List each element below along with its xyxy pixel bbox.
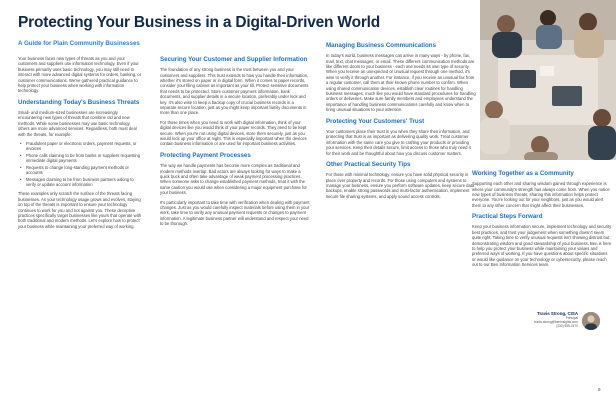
team-meeting-illustration (480, 0, 616, 160)
author-phone: (330) 555-2470 (556, 324, 578, 328)
list-item: • Messages claiming to be from business partners asking to verify or update account information (18, 177, 143, 188)
heading-securing-info: Securing Your Customer and Supplier Information (160, 56, 308, 63)
trust-paragraph: Your customers place their trust in you when they share their information, and protecting that trust is as important as delivering quality work. Treat customer information with the same care you give to crafting your products or providing your services. Keep their details secure, limit access to those who truly need it for their work and be thoughtful about how you discuss customer matters. (326, 128, 471, 156)
list-item: • Fraudulent paper or electronic orders, payment requests, or invoices (18, 141, 143, 152)
page-title: Protecting Your Business in a Digital-Driven World (18, 14, 381, 31)
list-item: • Requests to change long-standing payment methods or accounts (18, 165, 143, 176)
heading-community: Working Together as a Community (472, 170, 574, 177)
page-number: 9 (598, 387, 601, 392)
threats-list (18, 141, 143, 187)
author-role: Principal (565, 316, 578, 320)
heading-security-tips: Other Practical Security Tips (326, 160, 411, 168)
list-item: • Phone calls claiming to be from banks or suppliers requesting immediate digital payments (18, 153, 143, 164)
securing-paragraph-2: For those times when you need to work with digital information, think of your digital devices like you would think of your paper records. They need to be kept secure. When you're not using digital devices, store them securely, just as you would lock up your office at night. This is especially important when the devices contain business information or are used for important business activities. (160, 119, 307, 147)
heading-threats: Understanding Today's Business Threats (18, 98, 140, 106)
heading-payments: Protecting Payment Processes (160, 151, 251, 159)
column-4 (472, 170, 612, 272)
column-3 (326, 42, 476, 203)
intro-paragraph: Your business faces new types of threats as you and your customers and suppliers use information technology. Even if your business primarily uses basic technology, you may still need to interact with more advanced digital systems for orders, banking, or customer communications. We've gathered practical guidance to help protect your business when working with information technology. (18, 56, 142, 94)
heading-communications: Managing Business Communications (326, 42, 437, 49)
column-1 (18, 56, 143, 233)
threats-paragraph: Small- and medium-sized businesses are increasingly encountering new types of threats that combine old and new methods. While some businesses may use basic technology, others are more advanced services. Regardless, both must deal with the threats, for example: (18, 110, 137, 137)
author-email: travis.strong@beninsights.com (534, 320, 578, 324)
page-subtitle: A Guide for Plain Community Businesses (18, 40, 140, 47)
community-paragraph: Supporting each other and sharing wisdom gained through experience is where your community's strength has always come from. When you notice new types of business threats, sharing this information helps protect everyone. You're looking out for your neighbors, just as you would alert them to any other concern that might affect their businesses. (472, 181, 610, 208)
securing-paragraph-1: The foundation of any strong business is the trust between you and your customers and suppliers. This trust extends to how you handle their information, whether it's stored on paper or in digital form. When it comes to paper records, consider your filing cabinet as important as your till. Protect sensitive documents that needs to be protected. Store customer payment information, bank documents, and supplier details in a secure location, preferably under lock and key. It's also wise to keep a backup copy of crucial business records in a separate secure location, just as you might keep important family documents in more than one place. (160, 67, 309, 116)
column-2 (160, 56, 310, 231)
closing-paragraph: These examples only scratch the surface of the threats facing businesses. As your technology usage grows and evolves, staying on top of the threats is important to ensure your technology continues to work for you and not against you. These deceptive practices specifically target businesses like yours that operate with both traditional and modern methods. Let's explore how to protect your business while maintaining your preferred way of working. (18, 191, 142, 229)
communications-paragraph: In today's world, business messages can arrive in many ways - by phone, fax, mail, text, chat messages, or email. These different communication methods are like different doors to your business - each one needs its own type of security. When you receive an unexpected or unusual request through one method, it's wise to verify it through another. For instance, if you receive an unusual fax from a regular customer, call them at their known phone number to confirm. When using shared communication devices, establish clear routines for handling business messages, much like you would have standard procedures for handling orders or deliveries. Make sure family members and employees understand the importance of handling business communications carefully and know when to bring unusual situations to your attention. (326, 53, 476, 113)
author-block (508, 312, 578, 328)
payments-paragraph-1: The way we handle payments has become more complex as traditional and modern methods overlap. Bad actors are always looking for ways to make a quick buck and often take advantage of weak payment processing practices. When someone asks to change established payment methods, treat it with the same caution you would use when considering a major equipment purchase for your business. (160, 163, 307, 196)
payments-paragraph-2: It's particularly important to take time with verification when dealing with payment changes. Just as you would carefully inspect materials before using them in your work, take time to verify any unusual payment requests or changes to payment information. A legitimate business partner will understand and respect your need to be thorough. (160, 199, 310, 227)
steps-paragraph: Keep your business information secure, implement technology and security best practices, and trust your judgement when something doesn't seem quite right. Taking time to verify unusual requests isn't showing distrust but demonstrating wisdom and good stewardship of your business. Ben is here to help you protect your business while maintaining your values and preferred ways of working. If you have questions about specific situations or would like guidance on your technology or cybersecurity, please reach out to our Ben Information Services team. (472, 224, 612, 268)
person-icon (582, 312, 600, 330)
heading-customer-trust: Protecting Your Customers' Trust (326, 117, 425, 125)
author-avatar (582, 312, 600, 330)
author-name: Travis Strong, CISA (537, 311, 578, 316)
tips-paragraph: For those with minimal technology, ensure you have solid physical security in place over property and records. For those using computers and systems to manage your business, ensure you perform software updates, keep secure data backups, enable strong passwords and multi-factor authentication, implement secure file sharing systems, and apply sound access controls. (326, 172, 475, 199)
heading-steps-forward: Practical Steps Forward (472, 213, 543, 221)
team-meeting-photo (480, 0, 616, 160)
